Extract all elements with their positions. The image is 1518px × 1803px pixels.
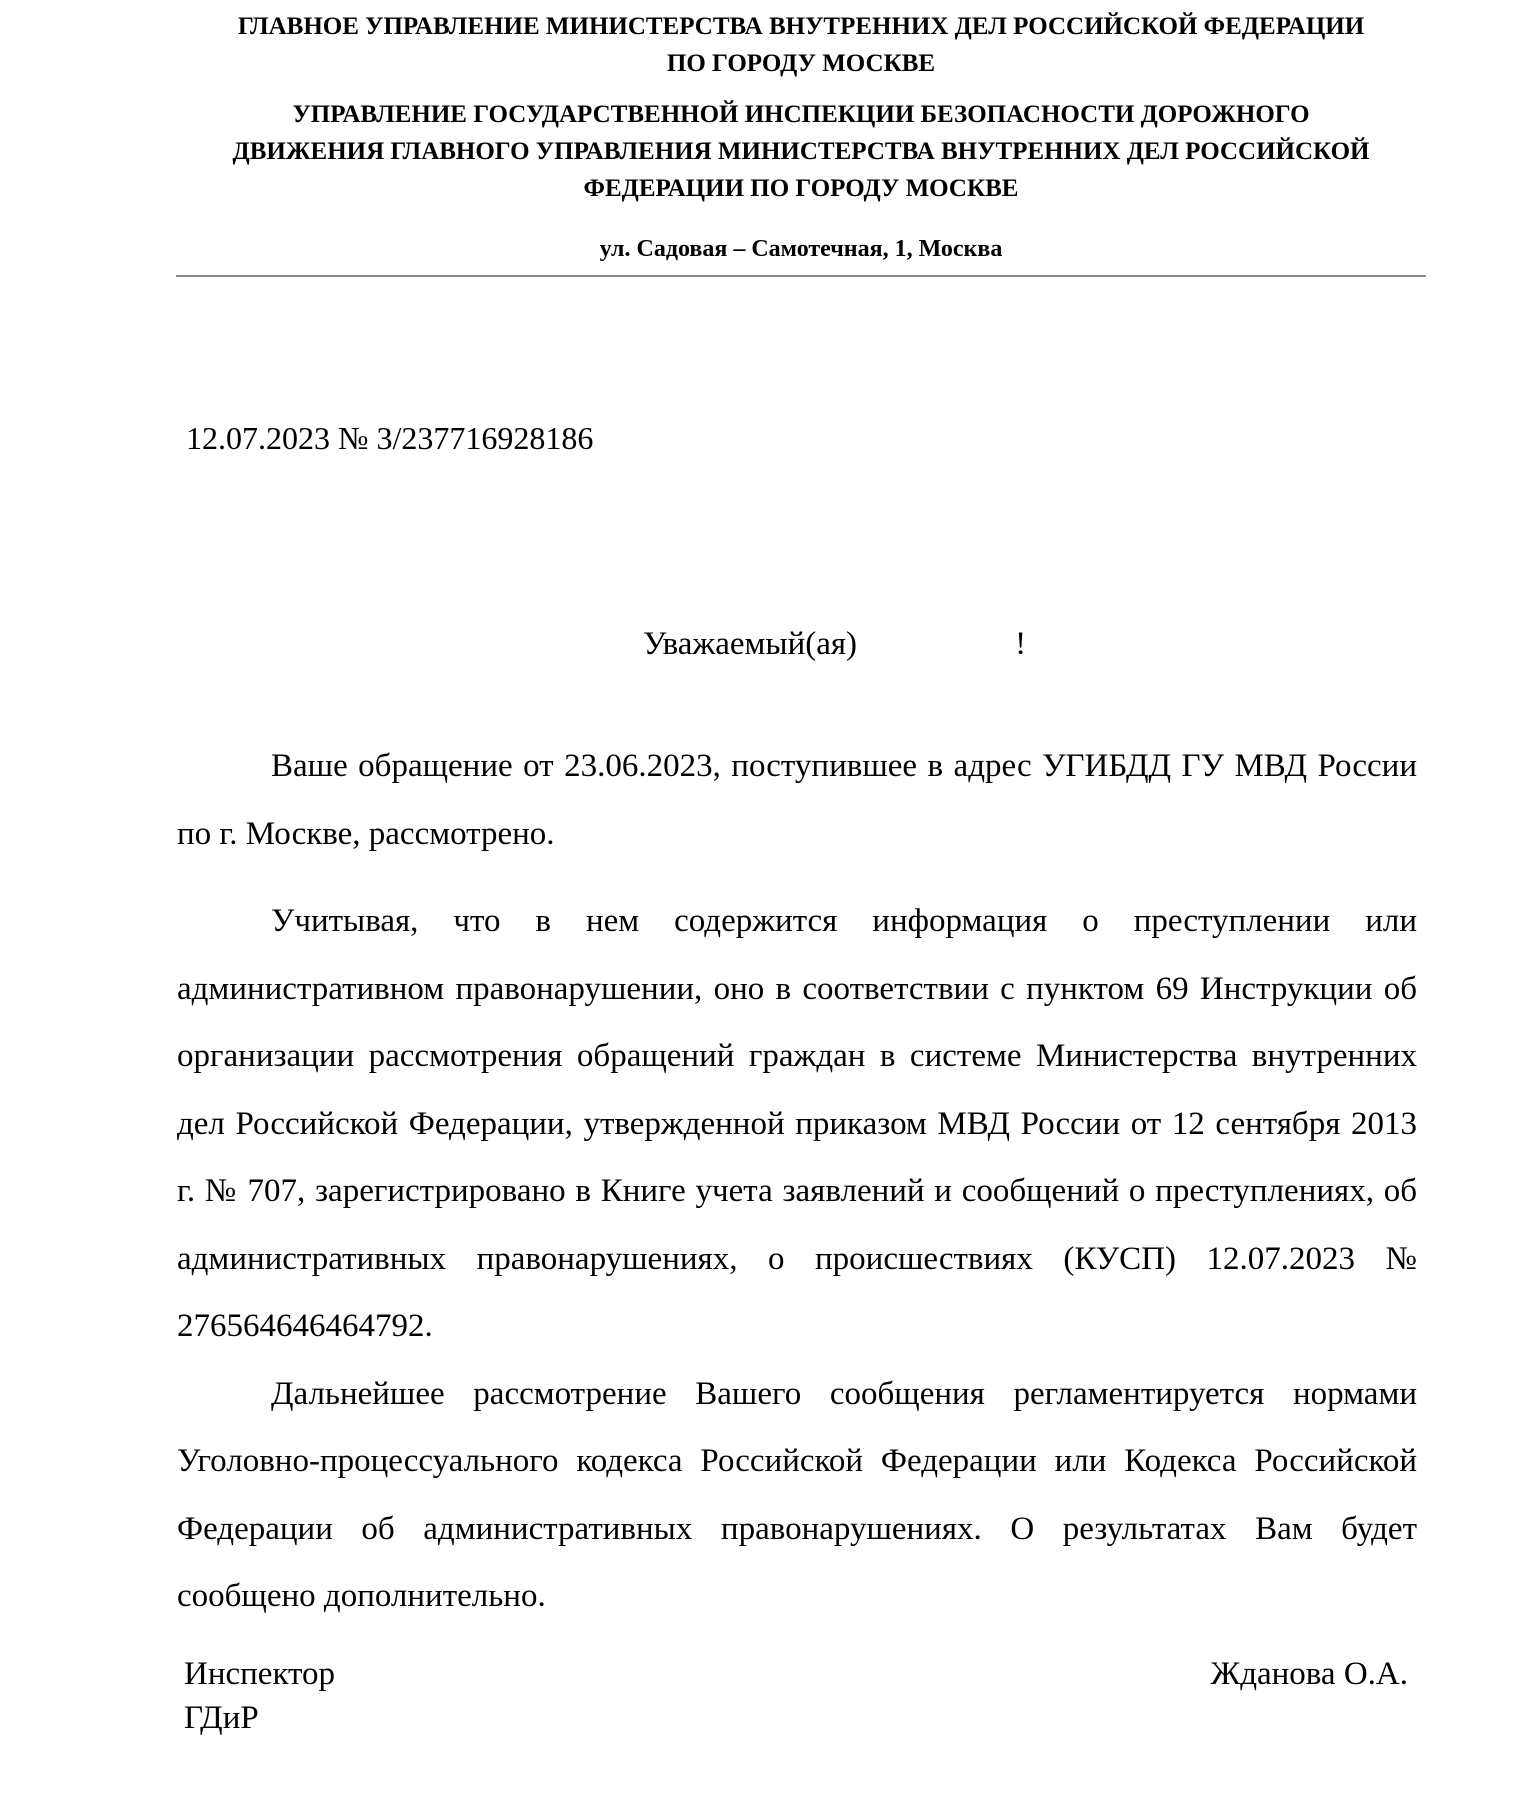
- organization-line-2: ПО ГОРОДУ МОСКВЕ: [666, 50, 936, 77]
- letterhead: [176, 8, 1426, 268]
- body-paragraph: Ваше обращение от 23.06.2023, поступившее в адрес УГИБДД ГУ МВД России по г. Москве, рассмотрено.: [177, 748, 1417, 852]
- signer-position: [184, 1652, 335, 1740]
- signer-name: Жданова О.А.: [1210, 1656, 1408, 1692]
- signer-position-line-2: ГДиР: [184, 1700, 259, 1736]
- salutation: [643, 624, 1026, 664]
- organization-block: [176, 8, 1426, 82]
- organization-line-1: ГЛАВНОЕ УПРАВЛЕНИЕ МИНИСТЕРСТВА ВНУТРЕННИХ ДЕЛ РОССИЙСКОЙ ФЕДЕРАЦИИ: [237, 13, 1365, 40]
- number-sign: №: [338, 420, 369, 456]
- department-line-1: УПРАВЛЕНИЕ ГОСУДАРСТВЕННОЙ ИНСПЕКЦИИ БЕЗОПАСНОСТИ ДОРОЖНОГО: [292, 101, 1310, 128]
- reference-line: [186, 418, 593, 458]
- body-paragraph: Учитывая, что в нем содержится информация о преступлении или административном правонарушении, оно в соответствии с пунктом 69 Инструкции об организации рассмотрения обращений граждан в системе Министерства внутренних дел Российской Федерации, утвержденной приказом МВД России от 12 сентября 2013 г. № 707, зарегистрировано в Книге учета заявлений и сообщений о преступлениях, об административных правонарушениях, о происшествиях (КУСП) 12.07.2023 № 276564646464792.: [177, 903, 1417, 1344]
- letterhead-divider: [176, 275, 1426, 277]
- department-line-2: ДВИЖЕНИЯ ГЛАВНОГО УПРАВЛЕНИЯ МИНИСТЕРСТВА ВНУТРЕННИХ ДЕЛ РОССИЙСКОЙ: [232, 138, 1370, 165]
- salutation-text: Уважаемый(ая): [643, 626, 858, 662]
- department-block: [176, 96, 1426, 207]
- letter-body: [177, 733, 1417, 1631]
- reference-number: 3/237716928186: [376, 420, 594, 456]
- address: ул. Садовая – Самотечная, 1, Москва: [599, 236, 1003, 262]
- salutation-exclamation: !: [1015, 626, 1027, 662]
- reference-date: 12.07.2023: [186, 420, 330, 456]
- department-line-3: ФЕДЕРАЦИИ ПО ГОРОДУ МОСКВЕ: [583, 175, 1019, 202]
- body-paragraph: Дальнейшее рассмотрение Вашего сообщения регламентируется нормами Уголовно-процессуального кодекса Российской Федерации или Кодекса Российской Федерации об административных правонарушениях. О результатах Вам будет сообщено дополнительно.: [177, 1375, 1417, 1614]
- signer-position-line-1: Инспектор: [184, 1656, 336, 1692]
